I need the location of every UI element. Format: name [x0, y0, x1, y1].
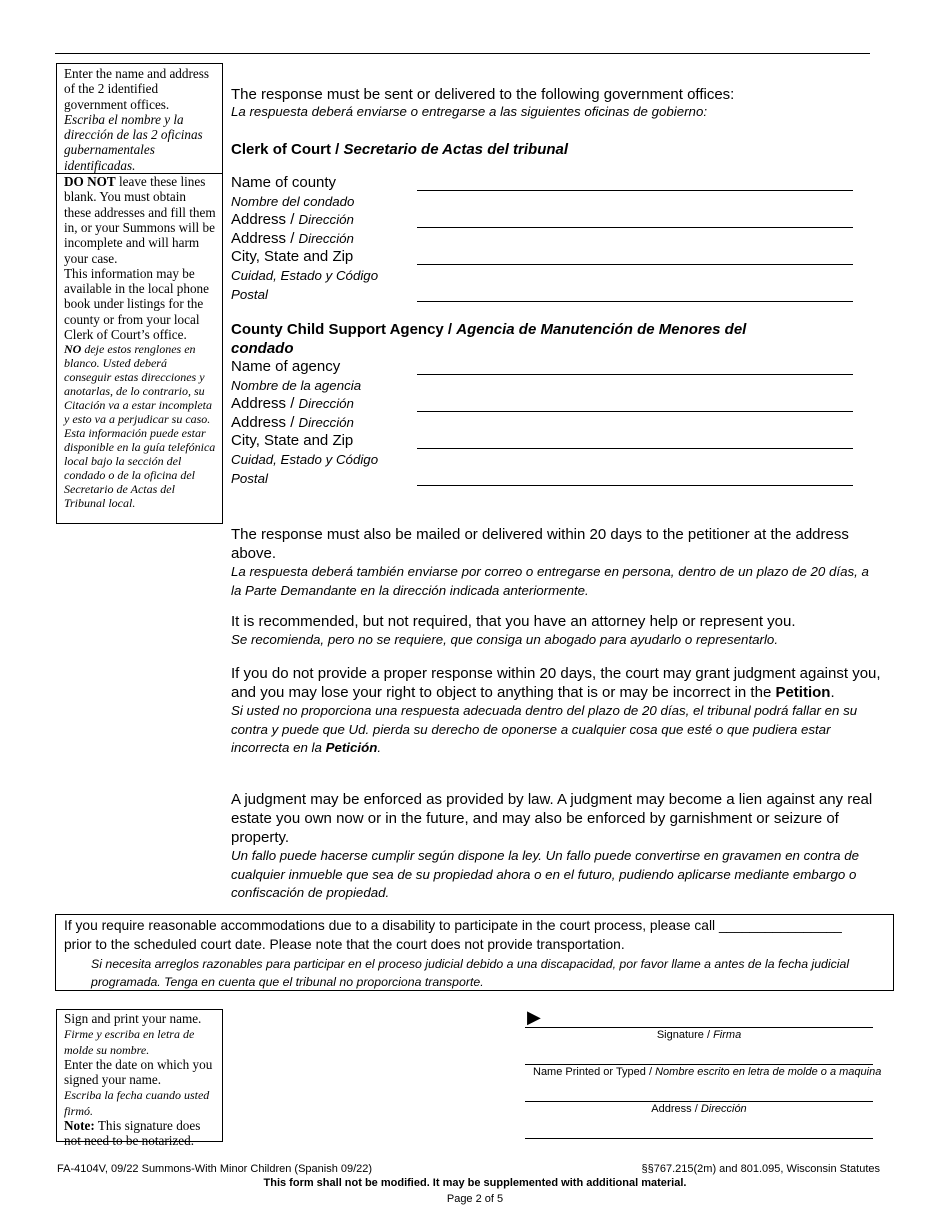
instructions-es-2: deje estos renglones en blanco. Usted deberá conseguir estas direcciones y anotarlas, de lo contrario, su Citación va a estar incompleta y esto va a perjudicar su caso.: [64, 342, 212, 427]
judgment-en: If you do not provide a proper response within 20 days, the court may grant judgment against you, and you may lose your right to object to anything that is or may be incorrect in the Petition.: [231, 665, 881, 701]
accommodations-en-1: If you require reasonable accommodations due to a disability to participate in the court process, please call ________________: [64, 918, 842, 933]
clerk-postal-line[interactable]: [417, 301, 853, 302]
lien-es: Un fallo puede hacerse cumplir según dispone la ley. Un fallo puede convertirse en gravamen en contra de cualquier inmueble que sea de su propiedad ahora o en el futuro, pudiendo aplicarse mediante embargo o confiscación de propiedad.: [231, 848, 860, 900]
statutes: §§767.215(2m) and 801.095, Wisconsin Statutes: [641, 1163, 880, 1175]
agency-name-label: Name of agency: [231, 358, 341, 375]
address-line[interactable]: [525, 1101, 873, 1102]
instructions-enter: [64, 64, 216, 173]
agency-city-label-es-2: Postal: [231, 471, 268, 486]
form-notice: This form shall not be modified. It may be supplemented with additional material.: [263, 1177, 687, 1189]
agency-heading: [231, 320, 791, 358]
page-number: Page 2 of 5: [446, 1193, 504, 1205]
sign-instr-en: Sign and print your name.: [64, 1011, 202, 1026]
date-instr-en: Enter the date on which you signed your name.: [64, 1056, 213, 1088]
top-rule: [55, 53, 870, 54]
mail-es: La respuesta deberá también enviarse por correo o entregarse en persona, dentro de un plazo de 20 días, a la Parte Demandante en la dirección indicada anteriormente.: [231, 564, 869, 598]
agency-heading-es-1: Agencia de Manutención de Menores del: [456, 321, 747, 338]
clerk-name-line[interactable]: [417, 190, 853, 191]
signature-line[interactable]: [525, 1027, 873, 1028]
clerk-city-label-es-2: Postal: [231, 287, 268, 302]
note-text: This signature does not need to be notarized.: [64, 1118, 201, 1149]
clerk-address-line[interactable]: [417, 227, 853, 228]
agency-postal-line[interactable]: [417, 485, 853, 486]
name-printed-line[interactable]: [525, 1064, 873, 1065]
accommodations-es: Si necesita arreglos razonables para participar en el proceso judicial debido a una discapacidad, por favor llame a antes de la fecha judicial programada. Tenga en cuenta que el tribunal no proporciona transporte.: [91, 957, 850, 989]
accommodations-phone-blank[interactable]: ________________: [718, 918, 842, 933]
clerk-address2-label: Address / Dirección: [231, 230, 354, 247]
attorney-es: Se recomienda, pero no se requiere, que consiga un abogado para ayudarlo o representarlo.: [231, 632, 779, 647]
intro-en: The response must be sent or delivered to the following government offices:: [231, 86, 735, 103]
note-label: Note:: [64, 1118, 95, 1134]
instructions-en-2: leave these lines blank. You must obtain these addresses and fill them in, or your Summons will be incomplete and will harm your case.: [64, 174, 216, 266]
no-label: NO: [64, 342, 82, 357]
agency-address-line[interactable]: [417, 411, 853, 412]
instructions-box-bottom: [56, 1009, 223, 1149]
clerk-name-label: Name of county: [231, 174, 337, 191]
clerk-city-label-es-1: Cuidad, Estado y Código: [231, 268, 379, 283]
instructions-do-not: [57, 173, 222, 510]
instructions-es-block: [64, 342, 216, 510]
judgment-es: Si usted no proporciona una respuesta adecuada dentro del plazo de 20 días, el tribunal podrá fallar en su contra y puede que Ud. pierda su derecho de oponerse a cualquier cosa que esté o que pudiera estar incorrecta en la Petición.: [231, 703, 858, 755]
clerk-name-label-es: Nombre del condado: [231, 194, 355, 209]
lien-paragraph: [231, 790, 881, 903]
signature-arrow-icon: ▶: [527, 1007, 541, 1027]
clerk-city-line[interactable]: [417, 264, 853, 265]
instructions-es-3: Esta información puede estar disponible en la guía telefónica local bajo la sección del condado o de la oficina del Secretario de Actas del Tribunal local.: [64, 426, 216, 511]
instructions-box-top: [56, 63, 223, 524]
clerk-heading-en: Clerk of Court /: [231, 141, 344, 158]
mail-paragraph: [231, 525, 881, 600]
agency-name-label-es: Nombre de la agencia: [231, 378, 362, 393]
agency-address2-label: Address / Dirección: [231, 414, 354, 431]
clerk-address-label: Address / Dirección: [231, 211, 354, 228]
attorney-paragraph: [231, 612, 891, 650]
agency-heading-es-2: condado: [231, 340, 294, 357]
judgment-paragraph: [231, 664, 881, 758]
agency-city-label: City, State and Zip: [231, 432, 354, 449]
instructions-es-1: Escriba el nombre y la dirección de las 2 oficinas gubernamentales identificadas.: [64, 111, 203, 173]
instructions-en-1: Enter the name and address of the 2 identified government offices.: [64, 66, 210, 112]
address-label: Address / Dirección: [651, 1103, 747, 1115]
agency-address-label: Address / Dirección: [231, 395, 354, 412]
form-id: FA-4104V, 09/22 Summons-With Minor Children (Spanish 09/22): [57, 1163, 373, 1175]
attorney-en: It is recommended, but not required, that you have an attorney help or represent you.: [231, 613, 796, 630]
clerk-city-label: City, State and Zip: [231, 248, 354, 265]
agency-city-line[interactable]: [417, 448, 853, 449]
date-instr-es: Escriba la fecha cuando usted firmó.: [64, 1088, 210, 1118]
name-printed-label: Name Printed or Typed / Nombre escrito en letra de molde o a maquina: [533, 1066, 882, 1078]
sign-instr-es: Firme y escriba en letra de molde su nombre.: [64, 1027, 195, 1057]
date-line[interactable]: [525, 1138, 873, 1139]
intro-es: La respuesta deberá enviarse o entregarse a las siguientes oficinas de gobierno:: [231, 104, 708, 119]
instructions-en-3: This information may be available in the local phone book under listings for the county or from your local Clerk of Court’s office.: [64, 265, 210, 343]
signature-label: Signature / Firma: [656, 1029, 742, 1041]
agency-name-line[interactable]: [417, 374, 853, 375]
accommodations-en-2: prior to the scheduled court date. Please note that the court does not provide transportation.: [64, 937, 625, 952]
agency-heading-en: County Child Support Agency /: [231, 321, 457, 338]
lien-en: A judgment may be enforced as provided by law. A judgment may become a lien against any real estate you own now or in the future, and may also be enforced by garnishment or seizure of property.: [231, 791, 873, 846]
clerk-heading: [231, 140, 568, 159]
mail-en: The response must also be mailed or delivered within 20 days to the petitioner at the address above.: [231, 526, 849, 562]
clerk-heading-es: Secretario de Actas del tribunal: [343, 141, 569, 158]
agency-city-label-es-1: Cuidad, Estado y Código: [231, 452, 379, 467]
accommodations-box: [55, 914, 894, 991]
do-not-label: DO NOT: [64, 174, 116, 190]
